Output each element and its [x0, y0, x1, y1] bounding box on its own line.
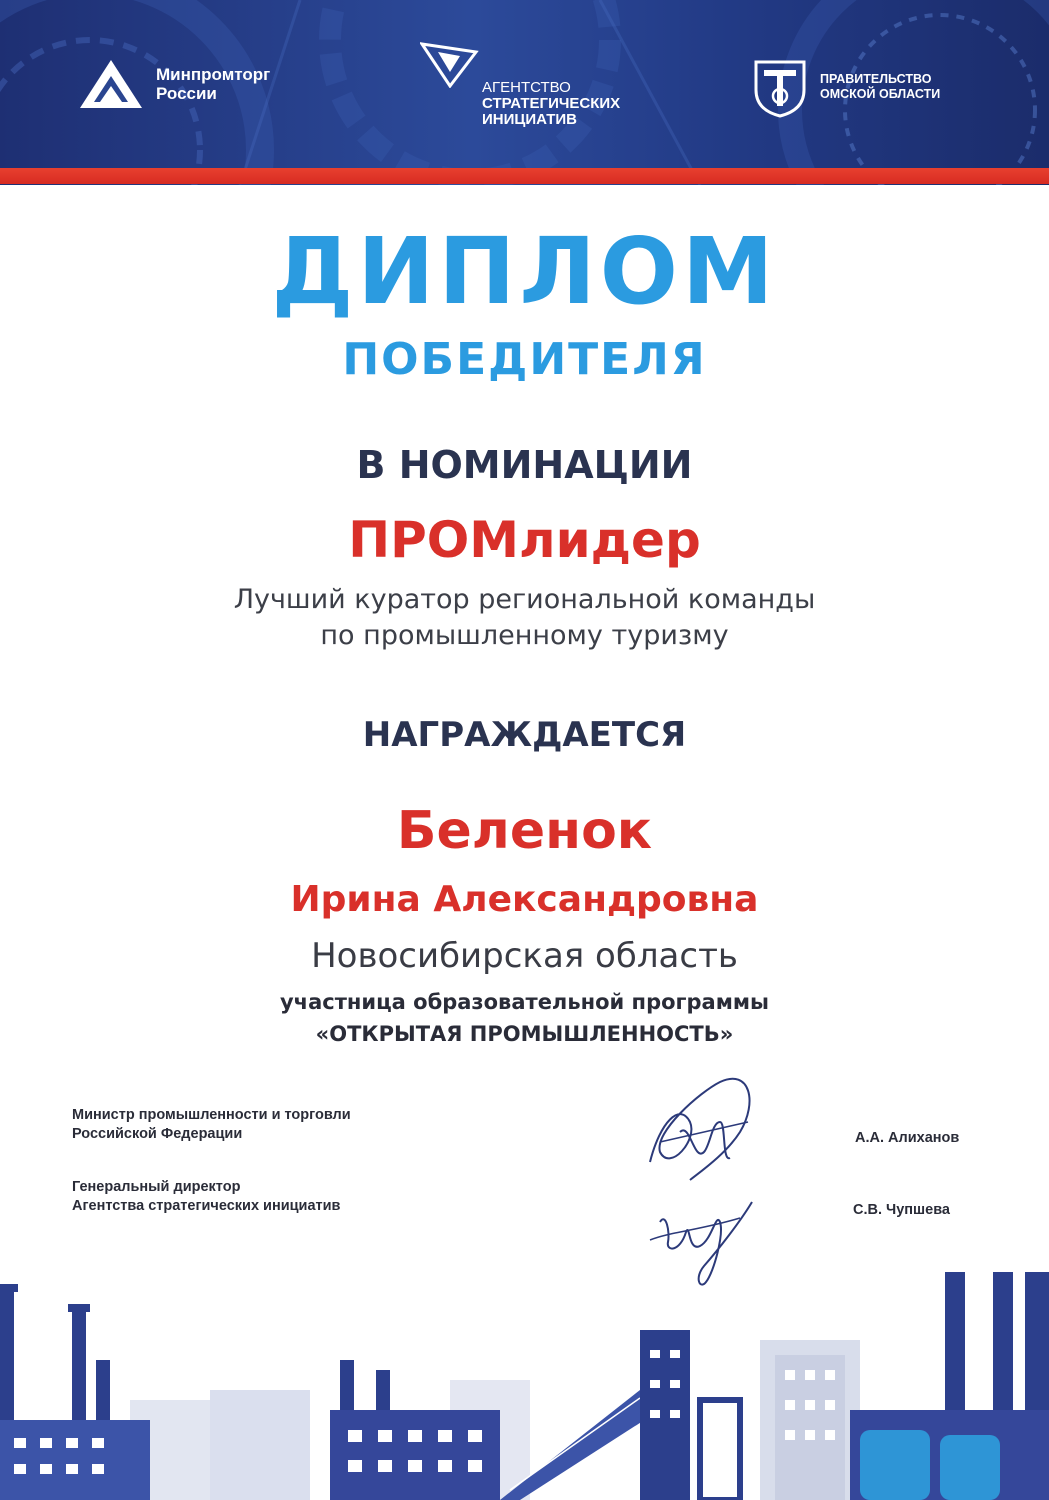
asi-line-3: ИНИЦИАТИВ [482, 111, 577, 128]
minpromtorg-logo-text [156, 65, 270, 103]
signer-1-position [72, 1106, 351, 1144]
nomination-description-line-2: по промышленному туризму [320, 620, 729, 651]
participant-info [0, 986, 1049, 1050]
nomination-label: В НОМИНАЦИИ [356, 443, 693, 487]
asi-line-1: АГЕНТСТВО [482, 79, 571, 96]
nomination-name: ПРОМлидер [348, 511, 701, 569]
industrial-cityscape-illustration [0, 1260, 1049, 1500]
signer-1-position-line-1: Министр промышленности и торговли [72, 1107, 351, 1123]
omsk-logo-text [820, 72, 940, 102]
diploma-title: ДИПЛОМ [271, 218, 778, 325]
header-red-stripe [0, 168, 1049, 184]
signer-1-position-line-2: Российской Федерации [72, 1126, 243, 1142]
signer-2-position-line-2: Агентства стратегических инициатив [72, 1198, 341, 1214]
signer-1-name: А.А. Алиханов [855, 1130, 960, 1146]
nomination-description-line-1: Лучший куратор региональной команды [233, 584, 816, 615]
signature-1 [630, 1062, 770, 1192]
omsk-government-logo [752, 56, 940, 118]
recipient-first-middle-name: Ирина Александровна [290, 879, 759, 920]
asi-logo [420, 42, 620, 128]
omsk-line-2: ОМСКОЙ ОБЛАСТИ [820, 87, 941, 101]
minpromtorg-line-1: Минпромторг [156, 65, 271, 84]
awarded-label: НАГРАЖДАЕТСЯ [362, 715, 687, 755]
participant-program: «ОТКРЫТАЯ ПРОМЫШЛЕННОСТЬ» [315, 1022, 734, 1046]
minpromtorg-triangle-icon [78, 58, 144, 110]
recipient-region: Новосибирская область [311, 936, 738, 976]
diploma-subtitle: ПОБЕДИТЕЛЯ [342, 334, 707, 385]
asi-logo-text [482, 80, 620, 128]
omsk-line-1: ПРАВИТЕЛЬСТВО [820, 72, 932, 86]
signer-2-position [72, 1178, 340, 1216]
minpromtorg-line-2: России [156, 84, 217, 103]
asi-line-2: СТРАТЕГИЧЕСКИХ [482, 95, 621, 112]
minpromtorg-logo [78, 58, 270, 110]
asi-arrow-icon [420, 42, 480, 88]
recipient-surname: Беленок [396, 801, 653, 861]
participant-line-1: участница образовательной программы [279, 990, 770, 1014]
omsk-coat-of-arms-icon [752, 56, 808, 118]
signer-2-position-line-1: Генеральный директор [72, 1179, 241, 1195]
signer-2-name: С.В. Чупшева [853, 1202, 950, 1218]
nomination-description [0, 582, 1049, 654]
